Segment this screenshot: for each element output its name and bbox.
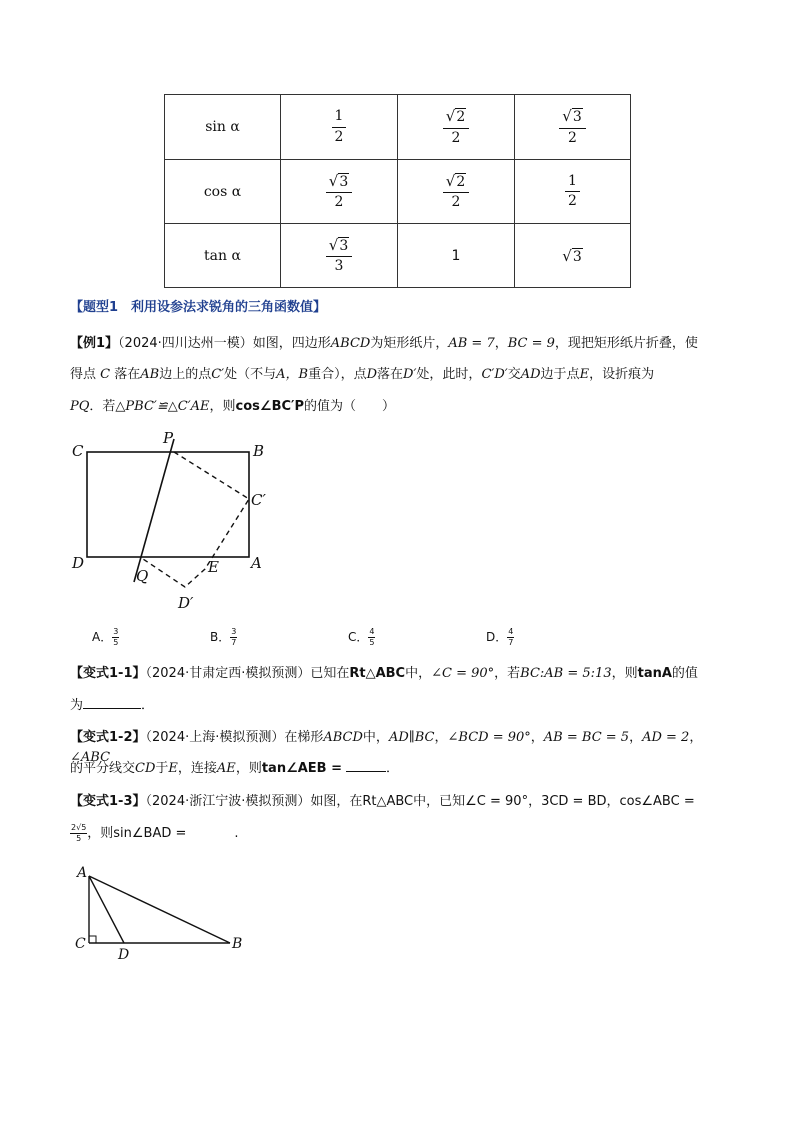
table-row-sin [165, 95, 631, 160]
variant12-line1: 【变式1-2】（2024·上海·模拟预测）在梯形ABCD中，AD∥BC，∠BCD = 90°，AB = BC = 5，AD = 2，∠ABC [70, 730, 703, 766]
table-cell: $\frac{1}{2}$ [515, 160, 631, 224]
example1-line3: PQ．若△PBC′≌△C′AE，则cos∠BC′P的值为（ ） [70, 399, 395, 414]
answer-blank[interactable] [83, 697, 141, 709]
variant12-line2: 的平分线交CD于E，连接AE，则tan∠AEB = ． [70, 761, 400, 776]
example1-line1: 【例1】（2024·四川达州一模）如图，四边形ABCD为矩形纸片，AB = 7，BC = 9，现把矩形纸片折叠，使 [70, 336, 698, 351]
table-row-cos [165, 160, 631, 224]
variant11-line2: 为 ． [70, 698, 155, 713]
folded-outline [140, 452, 249, 587]
table-cell: √3 [515, 224, 631, 288]
table-cell: 1 [398, 224, 515, 288]
label-e: E [208, 558, 219, 576]
answer-blank[interactable] [346, 760, 386, 772]
figure-right-triangle [70, 862, 260, 967]
label-p: P [163, 429, 174, 447]
example1-line2: 得点 C 落在AB边上的点C′处（不与A，B重合），点D落在D′处，此时，C′D′交AD边于点E，设折痕为 [70, 367, 655, 382]
segment-ab [89, 876, 230, 943]
choice-d[interactable]: D． $\frac{4}{7}$ [486, 627, 514, 647]
table-cell: $\frac{√2}{2}$ [398, 95, 515, 160]
table-row-tan [165, 224, 631, 288]
choice-a[interactable]: A． $\frac{3}{5}$ [92, 627, 119, 647]
choice-b[interactable]: B． $\frac{3}{7}$ [210, 627, 237, 647]
label-d-prime: D′ [178, 594, 194, 612]
label-d: D [72, 554, 85, 572]
crease-pq [134, 439, 174, 582]
section-heading: 【题型1 利用设参法求锐角的三角函数值】 [70, 300, 327, 315]
label-d: D [118, 947, 130, 963]
label-b: B [253, 442, 265, 460]
right-angle-mark [89, 936, 96, 943]
row-label: tan α [165, 224, 281, 288]
row-label: cos α [165, 160, 281, 224]
choice-c[interactable]: C． $\frac{4}{5}$ [348, 627, 375, 647]
rectangle-abcd [87, 452, 249, 557]
table-cell: $\frac{√3}{2}$ [515, 95, 631, 160]
label-c: C [75, 936, 86, 952]
label-a: A [251, 554, 262, 572]
table-cell: $\frac{√2}{2}$ [398, 160, 515, 224]
variant13-line1: 【变式1-3】（2024·浙江宁波·模拟预测）如图，在Rt△ABC中，已知∠C = 90°，3CD = BD，cos∠ABC = [70, 794, 695, 809]
label-b: B [232, 936, 243, 952]
table-cell: $\frac{√3}{3}$ [281, 224, 398, 288]
figure-fold-rectangle [60, 425, 280, 615]
variant11-line1: 【变式1-1】（2024·甘肃定西·模拟预测）已知在Rt△ABC中，∠C = 90°，若BC:AB = 5:13，则tanA的值 [70, 666, 698, 681]
label-a: A [77, 865, 88, 881]
label-q: Q [136, 567, 149, 585]
segment-ad [89, 876, 124, 943]
label-c: C [72, 442, 84, 460]
table-cell: $\frac{1}{2}$ [281, 95, 398, 160]
row-label: sin α [165, 95, 281, 160]
label-c-prime: C′ [251, 491, 266, 509]
variant13-line2: $\frac{2√5}{5}$ ，则sin∠BAD = . [71, 823, 239, 843]
table-cell: $\frac{√3}{2}$ [281, 160, 398, 224]
trig-values-table [164, 94, 631, 288]
